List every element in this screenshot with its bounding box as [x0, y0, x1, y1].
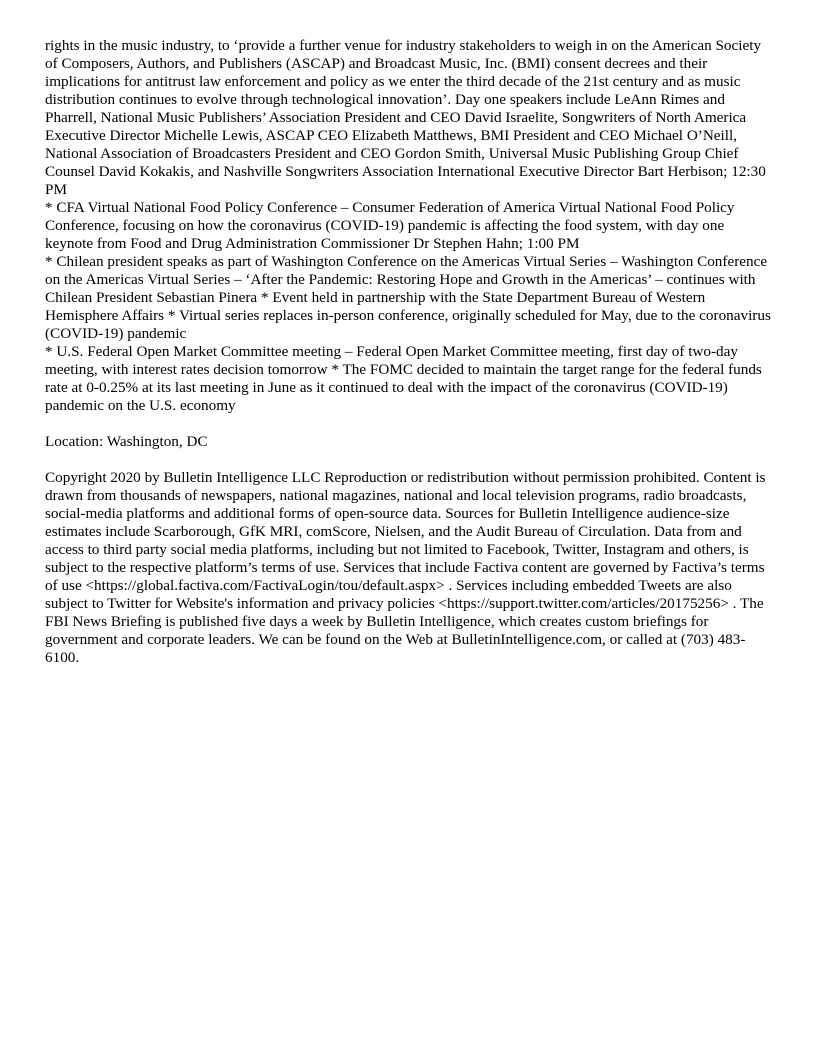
- location-line: Location: Washington, DC: [45, 433, 208, 450]
- copyright-notice: Copyright 2020 by Bulletin Intelligence LLC Reproduction or redistribution without permission prohibited. Content is drawn from thousands of newspapers, national magazines, national and local television programs, radio broadcasts, social-media platforms and additional forms of open-source data. Sources for Bulletin Intelligence audience-size estimates include Scarborough, GfK MRI, comScore, Nielsen, and the Audit Bureau of Circulation. Data from and access to third party social media platforms, including but not limited to Facebook, Twitter, Instagram and others, is subject to the respective platform’s terms of use. Services that include Factiva content are governed by Factiva’s terms of use <https://global.factiva.com/FactivaLogin/tou/default.aspx> . Services including embedded Tweets are also subject to Twitter for Website's information and privacy policies <https://support.twitter.com/articles/20175256> . The FBI News Briefing is published five days a week by Bulletin Intelligence, which creates custom briefings for government and corporate leaders. We can be found on the Web at BulletinIntelligence.com, or called at (703) 483-6100.: [45, 469, 766, 666]
- paragraph-music-rights: rights in the music industry, to ‘provide a further venue for industry stakeholders to weigh in on the American Society of Composers, Authors, and Publishers (ASCAP) and Broadcast Music, Inc. (BMI) consent decrees and their implications for antitrust law enforcement and policy as we enter the third decade of the 21st century and as music distribution continues to evolve through technological innovation’. Day one speakers include LeAnn Rimes and Pharrell, National Music Publishers’ Association President and CEO David Israelite, Songwriters of North America Executive Director Michelle Lewis, ASCAP CEO Elizabeth Matthews, BMI President and CEO Michael O’Neill, National Association of Broadcasters President and CEO Gordon Smith, Universal Music Publishing Group Chief Counsel David Kokakis, and Nashville Songwriters Association International Executive Director Bart Herbison; 12:30 PM: [45, 37, 766, 198]
- document-body: [45, 37, 773, 667]
- paragraph-food-policy: * CFA Virtual National Food Policy Conference – Consumer Federation of America Virtual National Food Policy Conference, focusing on how the coronavirus (COVID-19) pandemic is affecting the food system, with day one keynote from Food and Drug Administration Commissioner Dr Stephen Hahn; 1:00 PM: [45, 199, 735, 252]
- paragraph-americas-conference: * Chilean president speaks as part of Washington Conference on the Americas Virtual Series – Washington Conference on the Americas Virtual Series – ‘After the Pandemic: Restoring Hope and Growth in the Americas’ – continues with Chilean President Sebastian Pinera * Event held in partnership with the State Department Bureau of Western Hemisphere Affairs * Virtual series replaces in-person conference, originally scheduled for May, due to the coronavirus (COVID-19) pandemic: [45, 253, 771, 342]
- paragraph-fomc-meeting: * U.S. Federal Open Market Committee meeting – Federal Open Market Committee meeting, first day of two-day meeting, with interest rates decision tomorrow * The FOMC decided to maintain the target range for the federal funds rate at 0-0.25% at its last meeting in June as it continued to deal with the impact of the coronavirus (COVID-19) pandemic on the U.S. economy: [45, 343, 762, 414]
- spacer: [45, 451, 773, 469]
- spacer: [45, 415, 773, 433]
